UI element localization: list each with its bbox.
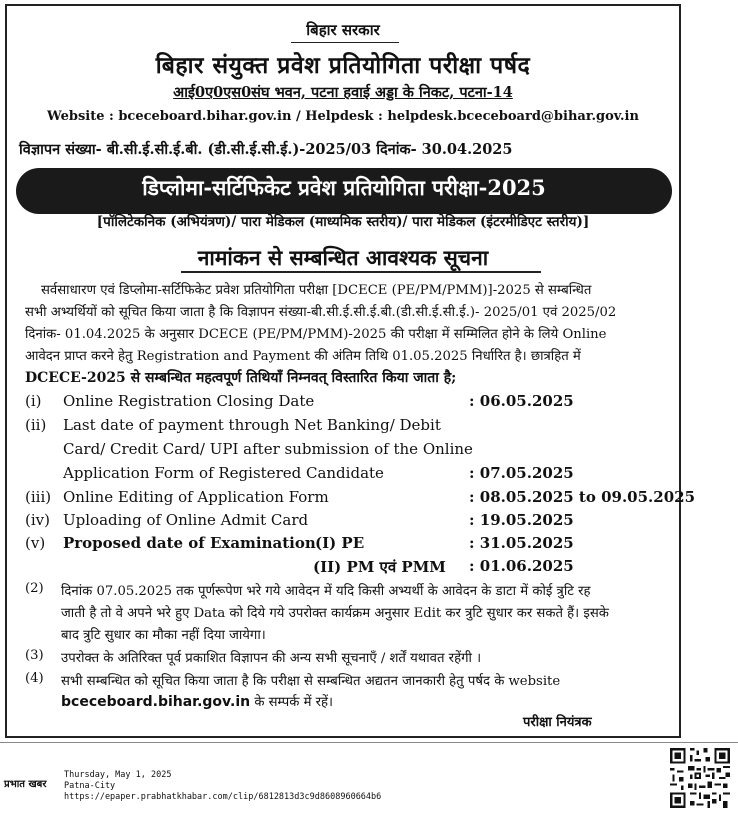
schedule-label-2c: Application Form of Registered Candidate <box>63 464 384 482</box>
intro-line-4: आवेदन प्राप्त करने हेतु Registration and Payment की अंतिम तिथि 01.05.2025 निर्धारित है। छात्रहित में <box>25 349 581 364</box>
intro-line-2: सभी अभ्यर्थियों को सूचित किया जाता है कि विज्ञापन संख्या-बी.सी.ई.सी.ई.बी.(डी.सी.ई.सी.ई.)- 2025/01 एवं 2025/02 <box>25 305 617 320</box>
website-link[interactable]: bceceboard.bihar.gov.in <box>61 694 251 710</box>
intro-line-1: सर्वसाधारण एवं डिप्लोमा-सर्टिफिकेट प्रवेश प्रतियोगिता परीक्षा [DCECE (PE/PM/PMM)]-2025 से सम्बन्धित <box>41 283 592 298</box>
schedule-value-4: : 19.05.2025 <box>469 511 574 529</box>
schedule-num-4: (iv) <box>25 511 50 529</box>
prabhat-khabar-logo <box>4 776 58 790</box>
exam-subtitle: [पॉलिटेकनिक (अभियंत्रण)/ पारा मेडिकल (माध्यमिक स्तरीय)/ पारा मेडिकल (इंटरमीडिएट स्तरीय)] <box>96 214 590 230</box>
footer-url[interactable]: https://epaper.prabhatkhabar.com/clip/6812813d3c9d8608960664b6 <box>64 792 382 802</box>
exam-pe-label: (I) PE <box>315 534 365 552</box>
point-2-line-3: बाद त्रुटि सुधार का मौका नहीं दिया जायेगा। <box>61 628 266 643</box>
schedule-value-2: : 07.05.2025 <box>469 464 574 482</box>
point-3-text: उपरोक्त के अतिरिक्त पूर्व प्रकाशित विज्ञापन की अन्य सभी सूचनाएँ / शर्तें यथावत रहेंगी । <box>61 651 482 666</box>
exam-pm-label: (II) PM एवं PMM <box>313 558 446 576</box>
footer-date: Thursday, May 1, 2025 <box>64 770 172 780</box>
point-2-num: (2) <box>25 581 44 596</box>
schedule-num-1: (i) <box>25 392 42 410</box>
footer-place: Patna-City <box>64 781 116 791</box>
heading-underline <box>181 271 541 273</box>
notice-heading: नामांकन से सम्बन्धित आवश्यक सूचना <box>197 245 489 270</box>
point-4-tail: के सम्पर्क में रहें। <box>254 695 334 710</box>
schedule-value-3: : 08.05.2025 to 09.05.2025 <box>469 488 696 506</box>
exam-title: डिप्लोमा-सर्टिफिकेट प्रवेश प्रतियोगिता परीक्षा-2025 <box>142 175 546 200</box>
website-helpdesk-line: Website : bceceboard.bihar.gov.in / Helpdesk : helpdesk.bceceboard@bihar.gov.in <box>47 109 639 124</box>
advertisement-number: विज्ञापन संख्या- बी.सी.ई.सी.ई.बी. (डी.सी.ई.सी.ई.)-2025/03 दिनांक- 30.04.2025 <box>19 141 513 158</box>
intro-bold-line: DCECE-2025 से सम्बन्धित महत्वपूर्ण तिथियाँ निम्नवत् विस्तारित किया जाता है; <box>25 370 457 386</box>
exam-pm-value: : 01.06.2025 <box>469 557 574 575</box>
schedule-label-1: Online Registration Closing Date <box>63 392 315 410</box>
point-4-line-2 <box>61 692 333 710</box>
signatory: परीक्षा नियंत्रक <box>523 715 592 730</box>
government-underline <box>291 42 399 43</box>
point-4-line-1: सभी सम्बन्धित को सूचित किया जाता है कि परीक्षा से सम्बन्धित अद्यतन जानकारी हेतु पर्षद के website <box>61 674 561 689</box>
exam-title-banner <box>16 168 672 214</box>
exam-num: (v) <box>25 534 46 552</box>
schedule-label-3: Online Editing of Application Form <box>63 488 329 506</box>
logo-text: प्रभात खबर <box>4 779 47 790</box>
schedule-value-1: : 06.05.2025 <box>469 392 574 410</box>
exam-label: Proposed date of Examination <box>63 534 316 552</box>
board-address: आई0ए0एस0संघ भवन, पटना हवाई अड्डा के निकट, पटना-14 <box>173 84 513 101</box>
point-3-num: (3) <box>25 648 44 663</box>
board-name: बिहार संयुक्त प्रवेश प्रतियोगिता परीक्षा पर्षद <box>155 52 531 79</box>
government-title: बिहार सरकार <box>306 21 380 39</box>
qr-code-icon[interactable] <box>668 746 732 810</box>
schedule-label-2b: Card/ Credit Card/ UPI after submission of the Online <box>63 440 473 458</box>
footer-divider <box>0 742 738 743</box>
intro-line-3: दिनांक- 01.04.2025 के अनुसार DCECE (PE/PM/PMM)-2025 की परीक्षा में सम्मिलित होने के लिये Online <box>25 327 607 342</box>
point-4-num: (4) <box>25 671 44 686</box>
schedule-label-2a: Last date of payment through Net Banking/ Debit <box>63 416 441 434</box>
schedule-num-2: (ii) <box>25 416 47 434</box>
point-2-line-1: दिनांक 07.05.2025 तक पूर्णरूपेण भरे गये आवेदन में यदि किसी अभ्यर्थी के आवेदन के डाटा में कोई त्रुटि रह <box>61 584 591 599</box>
point-2-line-2: जाती है तो वे अपने भरे हुए Data को दिये गये उपरोक्त कार्यक्रम अनुसार Edit कर त्रुटि सुधार कर सकते हैं। इसके <box>61 606 609 621</box>
schedule-label-4: Uploading of Online Admit Card <box>63 511 309 529</box>
schedule-num-3: (iii) <box>25 488 52 506</box>
exam-pe-value: : 31.05.2025 <box>469 534 574 552</box>
newspaper-notice <box>5 4 696 738</box>
